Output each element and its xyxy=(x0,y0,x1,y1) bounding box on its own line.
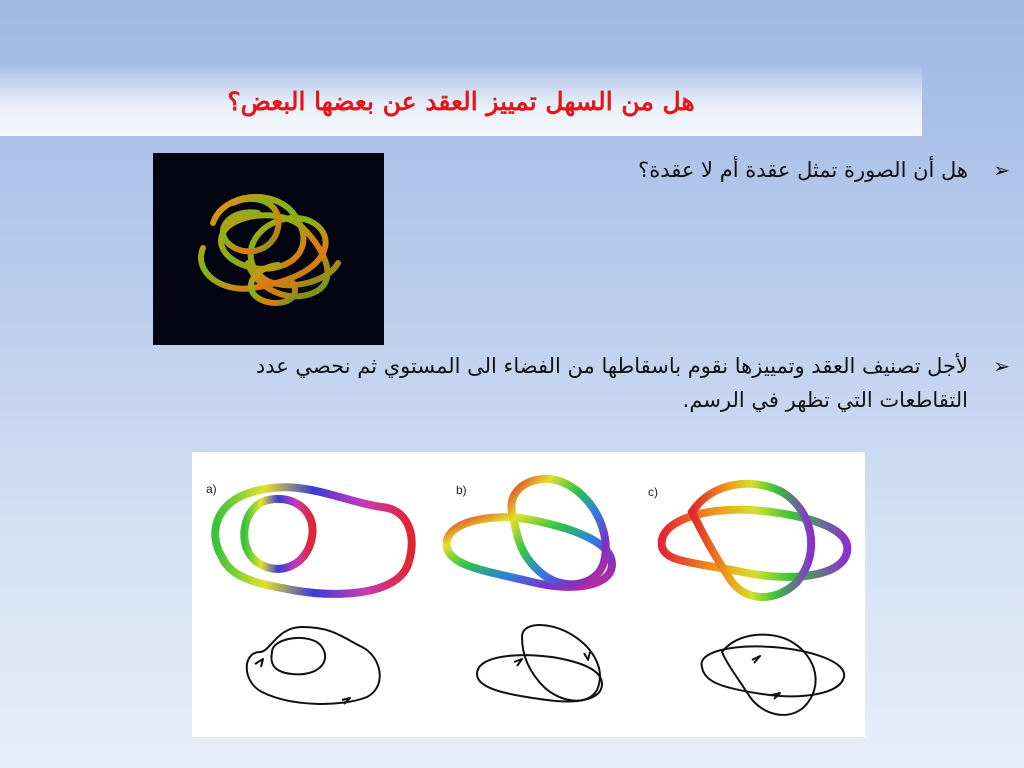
slide-title: هل من السهل تمييز العقد عن بعضها البعض؟ xyxy=(227,86,695,116)
arrow-bullet-icon: ➢ xyxy=(993,354,1010,378)
panel-label-c: c) xyxy=(648,485,658,499)
title-banner xyxy=(0,66,922,136)
knot-c-colored xyxy=(662,484,848,597)
bullet-text-2: لأجل تصنيف العقد وتمييزها نقوم باسقاطها من الفضاء الى المستوي ثم نحصي عدد التقاطعات التي تظهر في الرسم. xyxy=(255,354,968,412)
knot-c-diagram xyxy=(702,635,845,715)
bullet-item-2 xyxy=(180,349,1010,417)
knot-b-colored xyxy=(447,479,612,587)
knot-b-diagram xyxy=(477,625,602,701)
bullet-text-1: هل أن الصورة تمثل عقدة أم لا عقدة؟ xyxy=(638,158,968,182)
arrow-bullet-icon: ➢ xyxy=(993,158,1010,182)
knot-photo xyxy=(153,153,384,345)
knot-projection-figure xyxy=(192,452,865,737)
knot-a-colored xyxy=(215,487,411,594)
panel-label-b: b) xyxy=(456,483,467,497)
knot-a-diagram xyxy=(247,627,380,704)
tangled-knot-image xyxy=(153,153,384,345)
panel-label-a: a) xyxy=(206,482,217,496)
bullet-item-1 xyxy=(410,153,1010,187)
